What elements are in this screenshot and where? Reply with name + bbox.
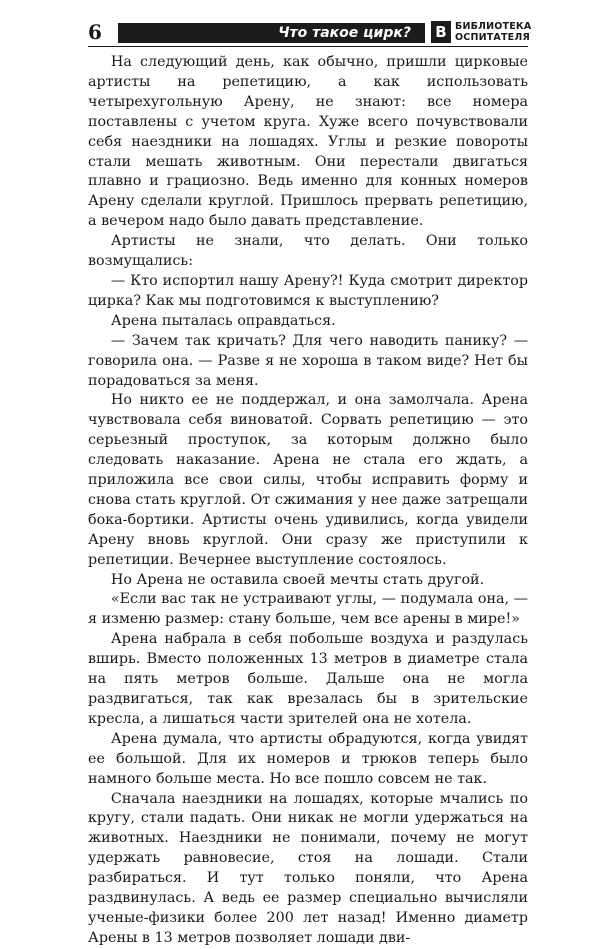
page-number: 6 — [88, 20, 102, 44]
paragraph: — Кто испортил нашу Арену?! Куда смотрит директор цирка? Как мы подготовимся к выступлению? — [88, 272, 528, 309]
paragraph: Арена думала, что артисты обрадуются, когда увидят ее большой. Для их номеров и трюков теперь было намного больше места. Но все пошло совсем не так. — [88, 730, 528, 787]
paragraph: — Зачем так кричать? Для чего наводить панику? — говорила она. — Разве я не хороша в таком виде? Нет бы порадоваться за меня. — [88, 332, 528, 389]
body-text — [88, 53, 528, 949]
page-header — [88, 20, 532, 44]
chapter-title: Что такое цирк? — [278, 25, 411, 41]
paragraph: Арена пыталась оправдаться. — [110, 312, 336, 329]
paragraph: Сначала наездники на лошадях, которые мчались по кругу, стали падать. Они никак не могли удержаться на животных. Наездники не понимали, почему не могут удержать равновесие, стоя на лошади. Стали разбираться. И тут только поняли, что Арена раздвинулась. А ведь ее размер специально вычисляли ученые-физики более 200 лет назад! Именно диаметр Арены в 13 метров позволяет лошади дви- — [88, 790, 528, 946]
series-name — [455, 21, 531, 43]
paragraph: На следующий день, как обычно, пришли цирковые артисты на репетицию, а как использовать четырехугольную Арену, не знают: все номера поставлены с учетом круга. Хуже всего почувствовали себя наездники на лошадях. Углы и резкие повороты стали мешать животным. Они перестали двигаться плавно и грациозно. Ведь именно для конных номеров Арену сделали круглой. Пришлось прервать репетицию, а вечером надо было давать представление. — [88, 54, 528, 230]
paragraph: Артисты не знали, что делать. Они только возмущались: — [88, 233, 528, 270]
series-name-line2: ОСПИТАТЕЛЯ — [455, 32, 530, 43]
series-logo-icon: В — [431, 21, 451, 43]
paragraph: Но Арена не оставила своей мечты стать другой. — [110, 571, 485, 588]
chapter-title-bar — [118, 23, 425, 43]
paragraph: «Если вас так не устраивают углы, — подумала она, — я изменю размер: стану больше, чем все арены в мире!» — [88, 591, 528, 628]
paragraph: Арена набрала в себя побольше воздуха и раздулась вширь. Вместо положенных 13 метров в диаметре стала на пять метров больше. Дальше она не могла раздвигаться, так как врезалась бы в зрительские кресла, а лишаться части зрителей она не хотела. — [88, 631, 528, 727]
series-name-line1: БИБЛИОТЕКА — [455, 21, 532, 32]
header-rule — [88, 46, 528, 47]
paragraph: Но никто ее не поддержал, и она замолчала. Арена чувствовала себя виноватой. Сорвать репетицию — это серьезный проступок, за которым должно было следовать наказание. Арена не стала его ждать, а приложила все свои силы, чтобы исправить форму и снова стать круглой. От сжимания у нее даже затрещали бока-бортики. Артисты очень удивились, когда увидели Арену вновь круглой. Они сразу же приступили к репетиции. Вечернее выступление состоялось. — [88, 392, 528, 568]
